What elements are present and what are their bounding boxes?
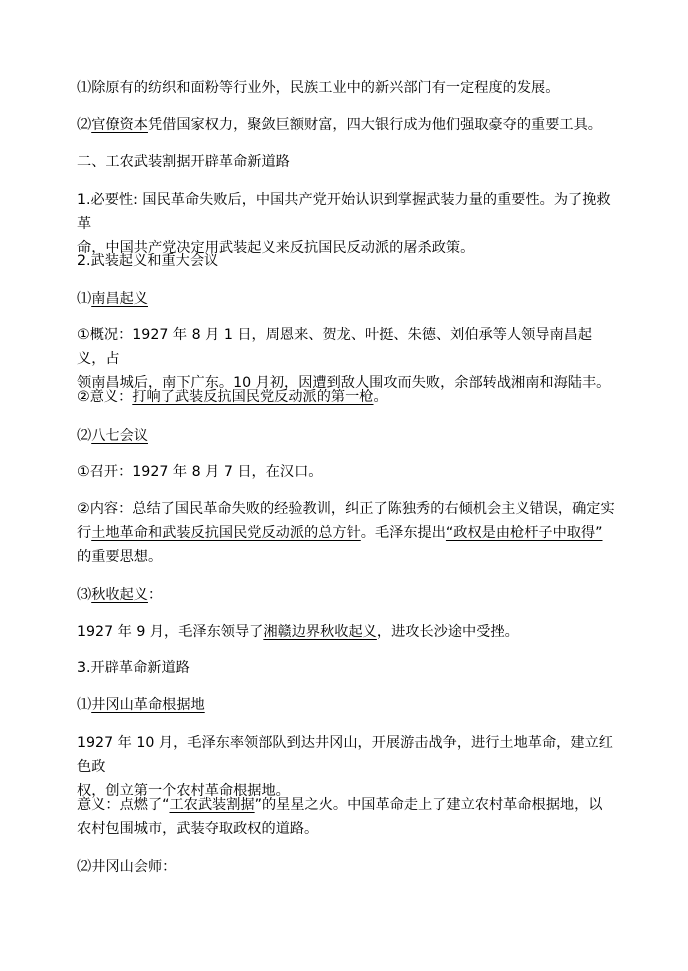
subheading-jinggangshan-base xyxy=(77,693,617,717)
paragraph-line: 领南昌城后，南下广东。10 月初，因遭到敌人围攻而失败，余部转战湘南和海陆丰。 xyxy=(77,375,611,391)
term-nanchang-uprising: 南昌起义 xyxy=(91,291,148,307)
paragraph-nanchang-significance xyxy=(77,385,617,409)
paragraph-text: ”的星星之火。中国革命走上了建立农村革命根据地，以 xyxy=(254,797,603,813)
paragraph-text: ： xyxy=(147,587,163,603)
term-august-seventh-meeting: 八七会议 xyxy=(91,428,148,444)
term-general-policy: 土地革命和武装反抗国民党反动派的总方针 xyxy=(91,525,361,541)
paragraph-text: 。毛泽东提出 xyxy=(360,525,446,541)
item-number: ⑴ xyxy=(77,697,92,713)
paragraph-text: 行 xyxy=(77,525,92,541)
paragraph-line: 权，创立第一个农村革命根据地。 xyxy=(77,783,290,799)
term-political-power-quote: “政权是由枪杆子中取得” xyxy=(445,525,603,541)
item-number: ⑵ xyxy=(77,428,92,444)
paragraph-meeting-content xyxy=(77,497,617,569)
paragraph-text: 意义：点燃了“ xyxy=(77,797,170,813)
subheading-jinggangshan-meeting: ⑵井冈山会师： xyxy=(77,859,177,875)
paragraph-text: 。 xyxy=(373,389,388,405)
term-first-shot: 打响了武装反抗国民党反动派的第一枪 xyxy=(132,389,374,405)
item-number: ⑶ xyxy=(77,587,92,603)
term-xiang-gan-uprising: 湘赣边界秋收起义 xyxy=(263,624,377,640)
term-jinggangshan-base: 井冈山革命根据地 xyxy=(91,697,205,713)
item-number: ⑵ xyxy=(77,117,92,133)
term-bureaucratic-capital: 官僚资本 xyxy=(91,117,148,133)
paragraph-text: ②意义： xyxy=(77,389,133,405)
subheading-autumn-harvest-uprising xyxy=(77,583,617,607)
paragraph-line: ①概况：1927 年 8 月 1 日，周恩来、贺龙、叶挺、朱德、刘伯承等人领导南昌起义，占 xyxy=(77,327,593,367)
term-armed-separatism: 工农武装割据 xyxy=(169,797,255,813)
paragraph-line: 的重要思想。 xyxy=(77,549,163,565)
paragraph-jinggangshan-significance xyxy=(77,793,617,841)
paragraph-text: ，进攻长沙途中受挫。 xyxy=(376,624,519,640)
subheading-august-seventh-meeting xyxy=(77,424,617,448)
term-autumn-harvest-uprising: 秋收起义 xyxy=(91,587,148,603)
paragraph-new-industries: ⑴除原有的纺织和面粉等行业外，民族工业中的新兴部门有一定程度的发展。 xyxy=(77,80,560,96)
subheading-new-revolutionary-road: 3.开辟革命新道路 xyxy=(77,660,190,676)
subheading-uprisings-meetings: 2.武装起义和重大会议 xyxy=(77,253,219,269)
paragraph-line: 命，中国共产党决定用武装起义来反抗国民反动派的屠杀政策。 xyxy=(77,240,475,256)
paragraph-meeting-convened: ①召开：1927 年 8 月 7 日，在汉口。 xyxy=(77,464,323,480)
paragraph-line: ②内容：总结了国民革命失败的经验教训，纠正了陈独秀的右倾机会主义错误，确定实 xyxy=(77,501,615,517)
paragraph-text: 凭借国家权力，聚敛巨额财富，四大银行成为他们强取豪夺的重要工具。 xyxy=(147,117,602,133)
item-number: ⑴ xyxy=(77,291,92,307)
paragraph-line: 1.必要性: 国民革命失败后，中国共产党开始认识到掌握武装力量的重要性。为了挽救革 xyxy=(77,192,611,232)
paragraph-line: 1927 年 10 月，毛泽东率领部队到达井冈山，开展游击战争，进行土地革命，建立红色政 xyxy=(77,735,613,775)
section-heading-2: 二、工农武装割据开辟革命新道路 xyxy=(77,154,290,170)
paragraph-bureaucratic-capital xyxy=(77,113,617,137)
paragraph-text: 1927 年 9 月，毛泽东领导了 xyxy=(77,624,264,640)
subheading-nanchang-uprising xyxy=(77,287,617,311)
paragraph-autumn-harvest xyxy=(77,620,617,644)
paragraph-line: 农村包围城市，武装夺取政权的道路。 xyxy=(77,821,319,837)
